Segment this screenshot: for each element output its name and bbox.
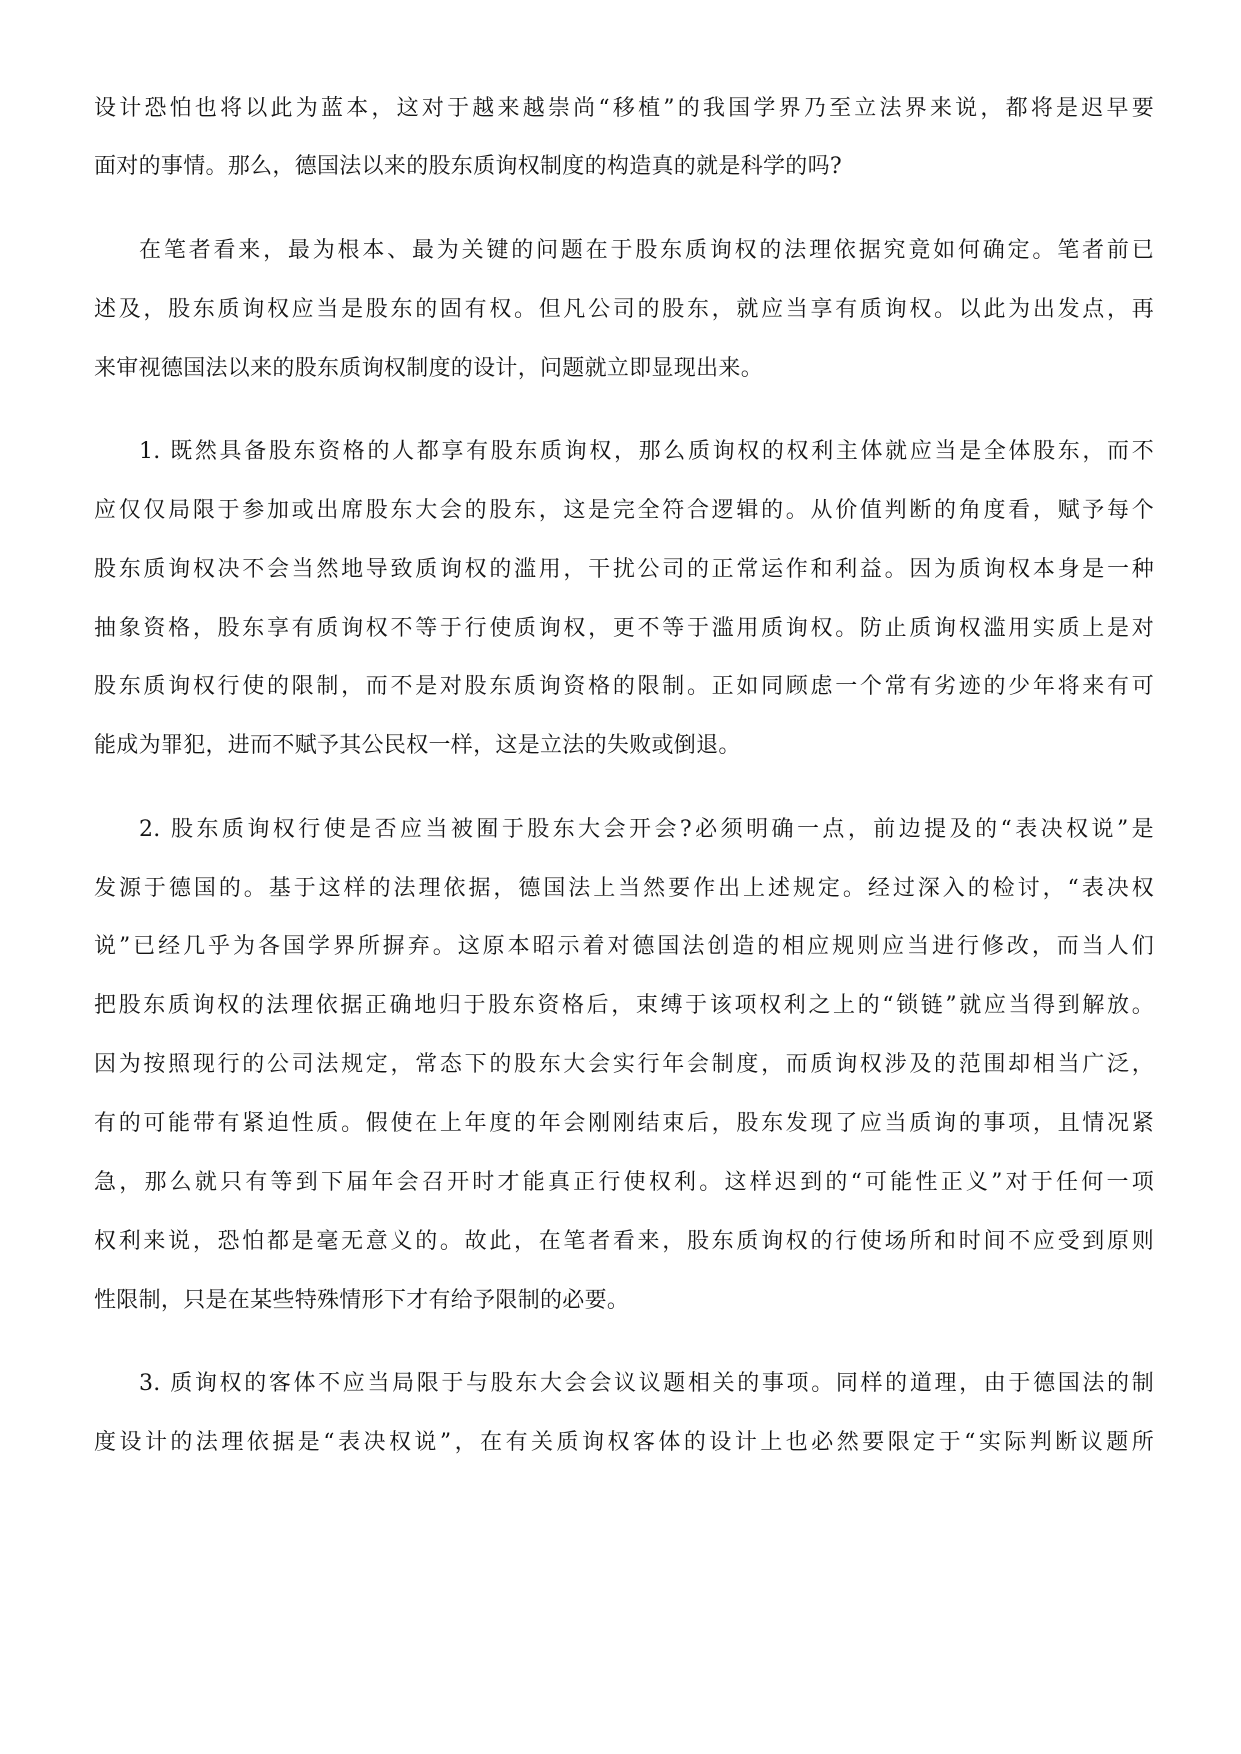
paragraph-line: 股东质询权行使的限制，而不是对股东质询资格的限制。正如同顾虑一个常有劣迹的少年将来有可 [94,674,1154,699]
paragraph-line: 面对的事情。那么，德国法以来的股东质询权制度的构造真的就是科学的吗? [94,154,842,179]
paragraph-line: 2. 股东质询权行使是否应当被囿于股东大会开会?必须明确一点，前边提及的“表决权说”是 [139,817,1154,842]
paragraph-line: 设计恐怕也将以此为蓝本，这对于越来越崇尚“移植”的我国学界乃至立法界来说，都将是迟早要 [94,96,1154,121]
paragraph-line: 急，那么就只有等到下届年会召开时才能真正行使权利。这样迟到的“可能性正义”对于任何一项 [94,1170,1154,1195]
paragraph-line: 在笔者看来，最为根本、最为关键的问题在于股东质询权的法理依据究竟如何确定。笔者前已 [139,238,1154,263]
paragraph-line: 因为按照现行的公司法规定，常态下的股东大会实行年会制度，而质询权涉及的范围却相当广泛， [94,1052,1154,1077]
paragraph-line: 发源于德国的。基于这样的法理依据，德国法上当然要作出上述规定。经过深入的检讨，“表决权 [94,876,1154,901]
paragraph-line: 股东质询权决不会当然地导致质询权的滥用，干扰公司的正常运作和利益。因为质询权本身是一种 [94,557,1154,582]
paragraph-line: 述及，股东质询权应当是股东的固有权。但凡公司的股东，就应当享有质询权。以此为出发点，再 [94,297,1154,322]
paragraph-line: 来审视德国法以来的股东质询权制度的设计，问题就立即显现出来。 [94,356,764,381]
paragraph-line: 3. 质询权的客体不应当局限于与股东大会会议议题相关的事项。同样的道理，由于德国法的制 [139,1371,1154,1396]
paragraph-line: 把股东质询权的法理依据正确地归于股东资格后，束缚于该项权利之上的“锁链”就应当得到解放。 [94,993,1154,1018]
paragraph-line: 度设计的法理依据是“表决权说”，在有关质询权客体的设计上也必然要限定于“实际判断议题所 [94,1430,1154,1455]
paragraph-line: 性限制，只是在某些特殊情形下才有给予限制的必要。 [94,1288,630,1313]
paragraph-line: 说”已经几乎为各国学界所摒弃。这原本昭示着对德国法创造的相应规则应当进行修改，而当人们 [94,934,1154,959]
paragraph-line: 1. 既然具备股东资格的人都享有股东质询权，那么质询权的权利主体就应当是全体股东，而不 [139,439,1154,464]
paragraph-line: 有的可能带有紧迫性质。假使在上年度的年会刚刚结束后，股东发现了应当质询的事项，且情况紧 [94,1111,1154,1136]
paragraph-line: 权利来说，恐怕都是毫无意义的。故此，在笔者看来，股东质询权的行使场所和时间不应受到原则 [94,1229,1154,1254]
paragraph-line: 能成为罪犯，进而不赋予其公民权一样，这是立法的失败或倒退。 [94,733,741,758]
paragraph-line: 抽象资格，股东享有质询权不等于行使质询权，更不等于滥用质询权。防止质询权滥用实质上是对 [94,616,1154,641]
paragraph-line: 应仅仅局限于参加或出席股东大会的股东，这是完全符合逻辑的。从价值判断的角度看，赋予每个 [94,498,1154,523]
